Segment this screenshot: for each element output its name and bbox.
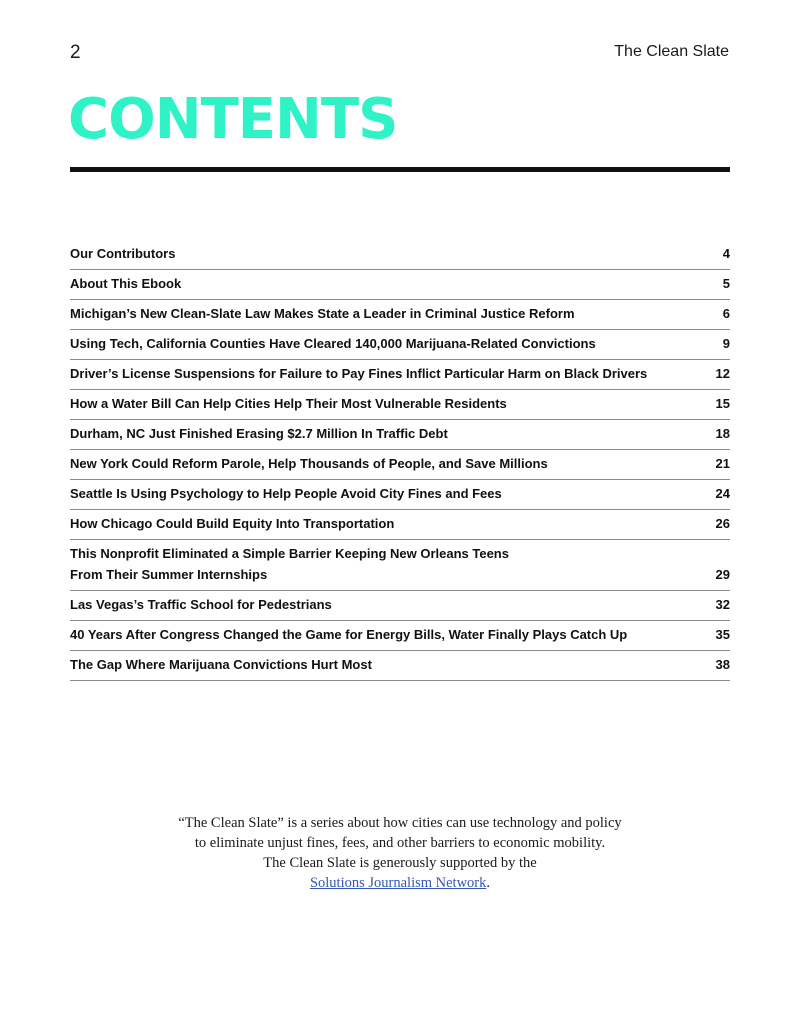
toc-entry[interactable] bbox=[70, 330, 730, 360]
toc-entry-page-number: 4 bbox=[722, 246, 730, 261]
toc-entry[interactable] bbox=[70, 300, 730, 330]
toc-entry[interactable] bbox=[70, 510, 730, 540]
toc-entry-page-number: 38 bbox=[715, 657, 730, 672]
toc-entry-page-number: 9 bbox=[722, 336, 730, 351]
footer-period: . bbox=[486, 875, 491, 891]
toc-entry-title: Michigan’s New Clean-Slate Law Makes State a Leader in Criminal Justice Reform bbox=[70, 306, 575, 321]
toc-entry-page-number: 35 bbox=[715, 627, 730, 642]
running-title: The Clean Slate bbox=[614, 43, 729, 60]
footer-line-2: to eliminate unjust fines, fees, and other barriers to economic mobility. bbox=[194, 835, 606, 851]
toc-entry[interactable] bbox=[70, 651, 730, 681]
toc-entry-title: Driver’s License Suspensions for Failure to Pay Fines Inflict Particular Harm on Black Drivers bbox=[70, 366, 648, 381]
toc-entry-title: How a Water Bill Can Help Cities Help Their Most Vulnerable Residents bbox=[70, 396, 507, 411]
toc-entry[interactable] bbox=[70, 360, 730, 390]
toc-entry-page-number: 32 bbox=[715, 597, 730, 612]
toc-entry[interactable] bbox=[70, 270, 730, 300]
footer-line-1: “The Clean Slate” is a series about how cities can use technology and policy bbox=[178, 815, 622, 831]
toc-entry[interactable] bbox=[70, 621, 730, 651]
toc-entry-title: Durham, NC Just Finished Erasing $2.7 Million In Traffic Debt bbox=[70, 426, 448, 441]
toc-entry-title: The Gap Where Marijuana Convictions Hurt Most bbox=[70, 657, 372, 672]
table-of-contents bbox=[70, 240, 730, 681]
toc-entry-page-number: 21 bbox=[715, 456, 730, 471]
footer-line-4 bbox=[0, 873, 800, 893]
toc-entry-title: New York Could Reform Parole, Help Thousands of People, and Save Millions bbox=[70, 456, 548, 471]
toc-entry-title: 40 Years After Congress Changed the Game for Energy Bills, Water Finally Plays Catch Up bbox=[70, 627, 628, 642]
toc-entry-page-number: 29 bbox=[715, 567, 730, 582]
toc-entry[interactable] bbox=[70, 420, 730, 450]
toc-entry-title: Using Tech, California Counties Have Cleared 140,000 Marijuana-Related Convictions bbox=[70, 336, 596, 351]
toc-entry[interactable] bbox=[70, 480, 730, 510]
toc-entry-page-number: 5 bbox=[722, 276, 730, 291]
toc-entry-title: Our Contributors bbox=[70, 246, 176, 261]
toc-entry-page-number: 18 bbox=[715, 426, 730, 441]
toc-entry-page-number: 24 bbox=[715, 486, 730, 501]
contents-heading: CONTENTS bbox=[68, 87, 398, 152]
toc-entry[interactable] bbox=[70, 591, 730, 621]
toc-entry-title: How Chicago Could Build Equity Into Transportation bbox=[70, 516, 395, 531]
toc-entry-page-number: 6 bbox=[722, 306, 730, 321]
toc-entry-title: About This Ebook bbox=[70, 276, 182, 291]
toc-entry-title: Seattle Is Using Psychology to Help People Avoid City Fines and Fees bbox=[70, 486, 502, 501]
toc-entry-title: This Nonprofit Eliminated a Simple Barrier Keeping New Orleans Teens From Their Summer Internships bbox=[70, 546, 509, 582]
toc-entry-title: Las Vegas’s Traffic School for Pedestrians bbox=[70, 597, 332, 612]
footer-line-3: The Clean Slate is generously supported by the bbox=[263, 855, 537, 871]
toc-entry[interactable] bbox=[70, 390, 730, 420]
footer-note bbox=[0, 813, 800, 893]
toc-entry-page-number: 12 bbox=[715, 366, 730, 381]
page-number: 2 bbox=[70, 42, 81, 63]
toc-entry[interactable] bbox=[70, 450, 730, 480]
heading-divider bbox=[70, 167, 730, 172]
toc-entry[interactable] bbox=[70, 540, 730, 591]
toc-entry-page-number: 26 bbox=[715, 516, 730, 531]
toc-entry[interactable] bbox=[70, 240, 730, 270]
toc-entry-page-number: 15 bbox=[715, 396, 730, 411]
solutions-journalism-network-link[interactable]: Solutions Journalism Network bbox=[309, 875, 487, 891]
